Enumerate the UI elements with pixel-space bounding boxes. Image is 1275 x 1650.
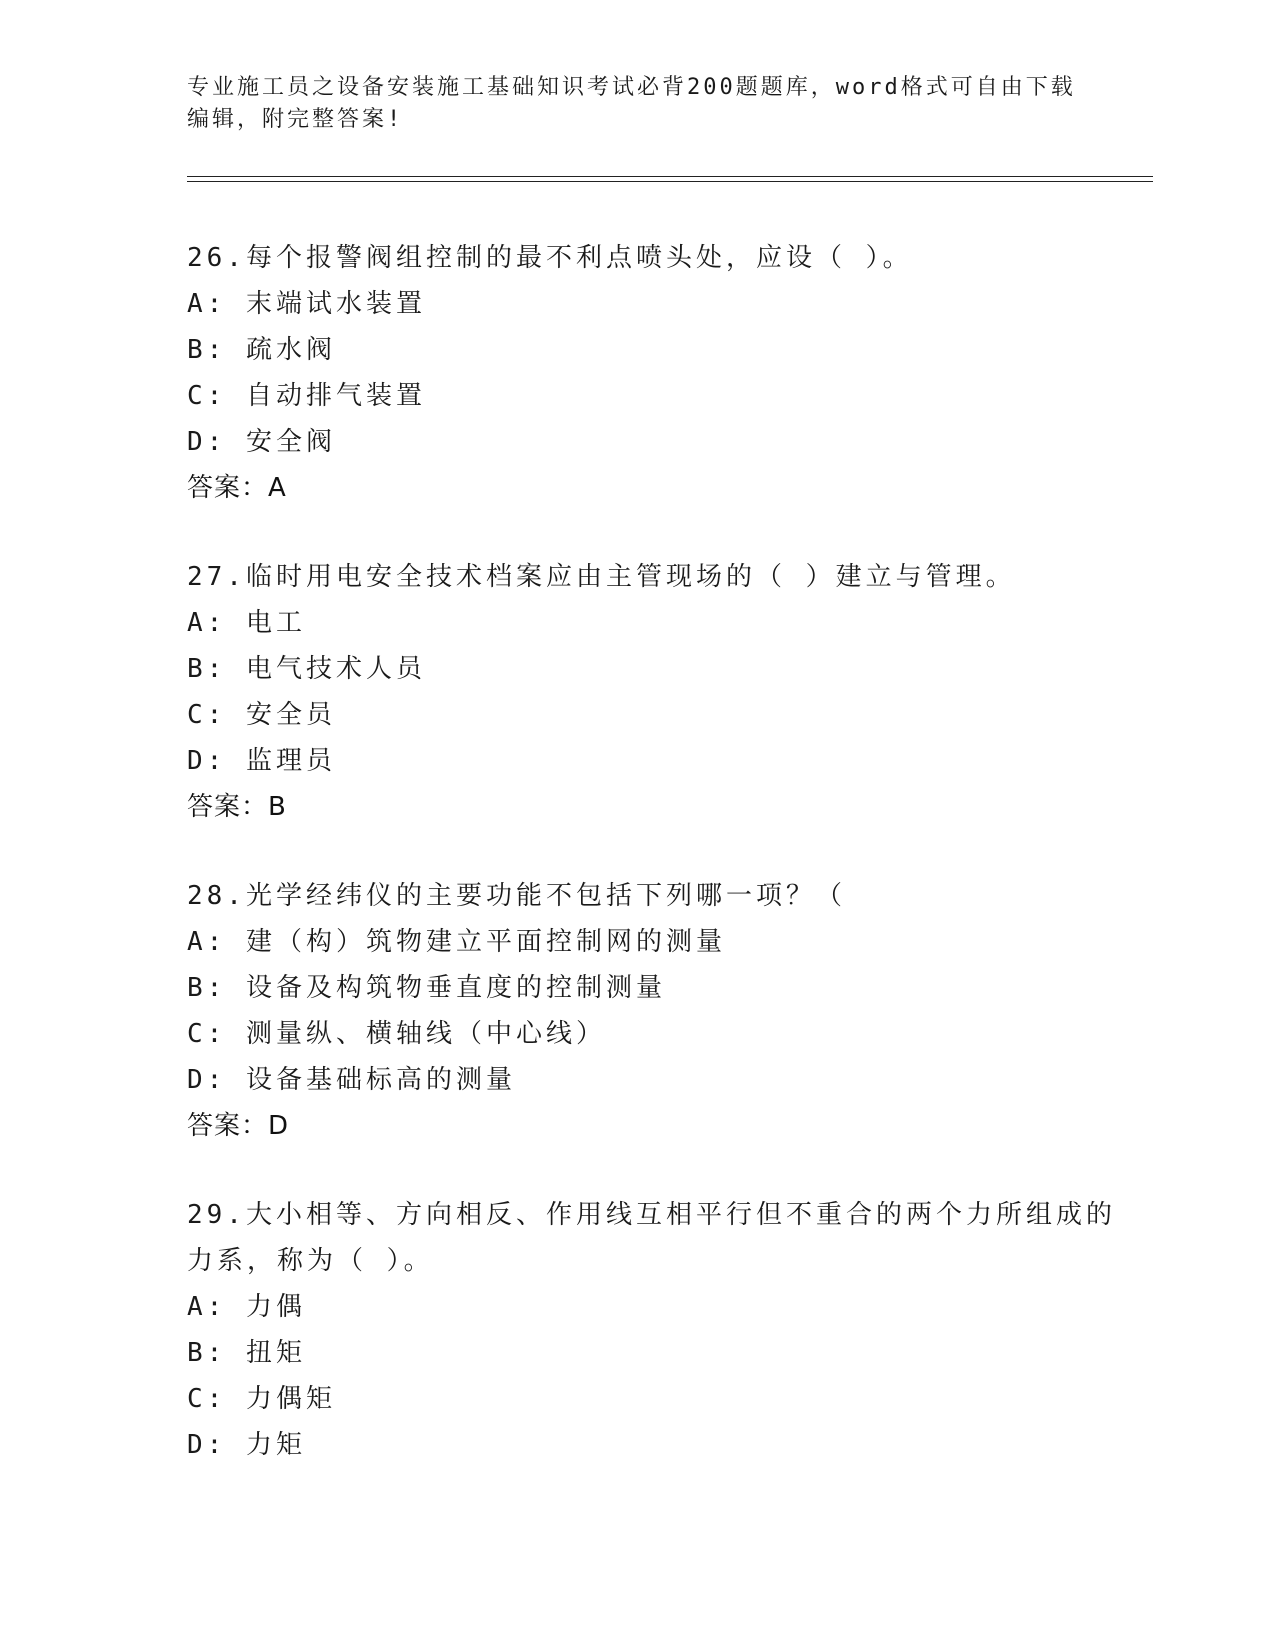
- question-29: [187, 1192, 1116, 1468]
- answer: 答案：B: [187, 792, 287, 822]
- question-text-line-1: 29.大小相等、方向相反、作用线互相平行但不重合的两个力所组成的: [187, 1200, 1116, 1230]
- option-d: D: 安全阀: [187, 427, 336, 457]
- option-d: D: 监理员: [187, 746, 336, 776]
- question-text: 26.每个报警阀组控制的最不利点喷头处，应设（ ）。: [187, 243, 913, 273]
- header-line-1: 专业施工员之设备安装施工基础知识考试必背200题题库，word格式可自由下载: [187, 75, 1076, 100]
- question-28: [187, 873, 1087, 1149]
- option-a: A: 建（构）筑物建立平面控制网的测量: [187, 927, 726, 957]
- option-d: D: 设备基础标高的测量: [187, 1065, 516, 1095]
- option-c: C: 力偶矩: [187, 1384, 336, 1414]
- header-divider-top: [187, 176, 1153, 177]
- question-27: [187, 554, 1087, 830]
- option-b: B: 电气技术人员: [187, 654, 426, 684]
- option-c: C: 自动排气装置: [187, 381, 426, 411]
- option-c: C: 安全员: [187, 700, 336, 730]
- question-text-line-2: 力系，称为（ ）。: [187, 1246, 434, 1276]
- option-d: D: 力矩: [187, 1430, 306, 1460]
- option-b: B: 疏水阀: [187, 335, 336, 365]
- option-c: C: 测量纵、横轴线（中心线）: [187, 1019, 606, 1049]
- answer: 答案：D: [187, 1111, 290, 1141]
- option-b: B: 设备及构筑物垂直度的控制测量: [187, 973, 666, 1003]
- option-a: A: 电工: [187, 608, 306, 638]
- header-divider-bottom: [187, 181, 1153, 182]
- option-b: B: 扭矩: [187, 1338, 306, 1368]
- question-text: 28.光学经纬仪的主要功能不包括下列哪一项？（: [187, 881, 846, 911]
- answer: 答案：A: [187, 473, 287, 503]
- option-a: A: 力偶: [187, 1292, 306, 1322]
- document-header: [187, 72, 1087, 136]
- header-line-2: 编辑，附完整答案!: [187, 107, 404, 132]
- question-26: [187, 235, 1087, 511]
- question-text: 27.临时用电安全技术档案应由主管现场的（ ）建立与管理。: [187, 562, 1016, 592]
- option-a: A: 末端试水装置: [187, 289, 426, 319]
